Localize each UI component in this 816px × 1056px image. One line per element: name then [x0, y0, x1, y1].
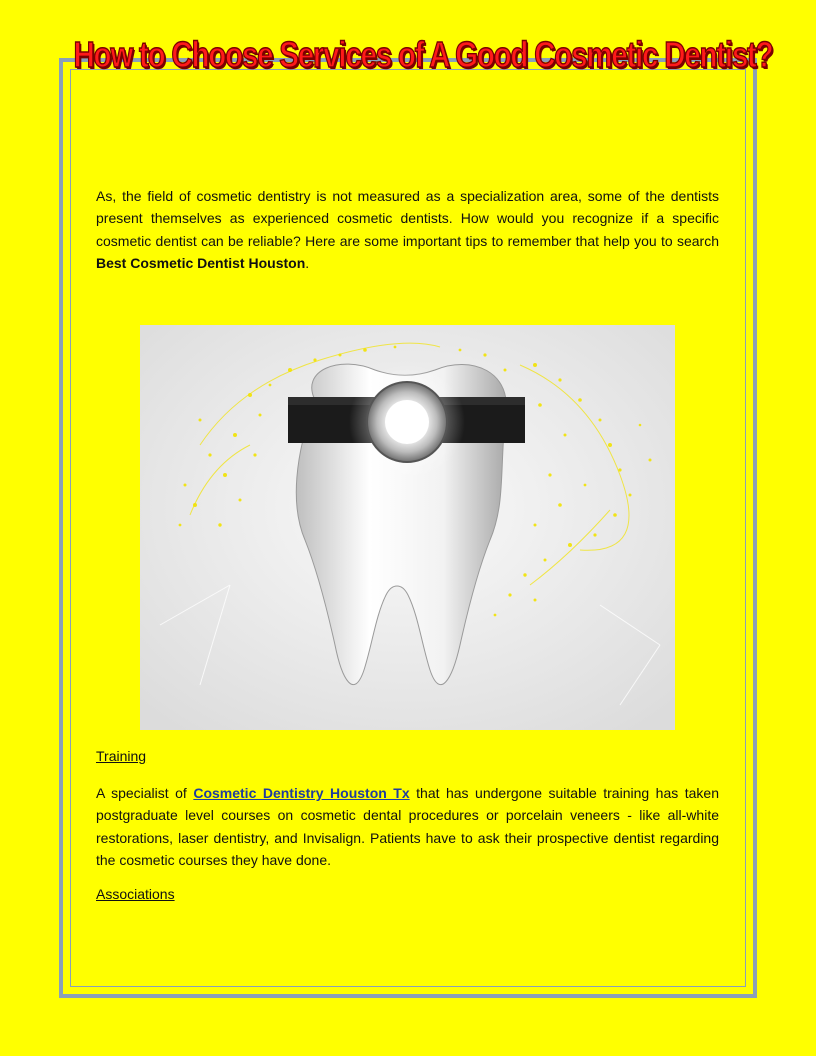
- cosmetic-dentistry-houston-link[interactable]: Cosmetic Dentistry Houston Tx: [193, 785, 410, 801]
- intro-end: .: [305, 254, 310, 271]
- page-title: How to Choose Services of A Good Cosmetic Dentist?: [73, 34, 773, 75]
- tooth-illustration: [140, 325, 675, 730]
- intro-paragraph: [96, 185, 719, 274]
- training-text-after: that has undergone suitable training has taken postgraduate level courses on cosmetic dental procedures or porcelain veneers - like all-white restorations, laser dentistry, and Invisalign. Patients have to ask their prospective dentist regarding the cosmetic courses they have done.: [96, 785, 719, 868]
- training-heading: Training: [96, 748, 147, 764]
- intro-bold-keyword: Best Cosmetic Dentist Houston: [96, 254, 306, 271]
- associations-heading: Associations: [96, 886, 175, 902]
- intro-text: As, the field of cosmetic dentistry is not measured as a specialization area, some of the dentists present themselves as experienced cosmetic dentists. How would you recognize if a specific cosmetic dentist can be reliable? Here are some important tips to remember that help you to search: [96, 188, 719, 249]
- training-text-before: A specialist of: [96, 785, 194, 801]
- training-paragraph: [96, 782, 719, 871]
- tooth-with-light-band-icon: [140, 325, 675, 730]
